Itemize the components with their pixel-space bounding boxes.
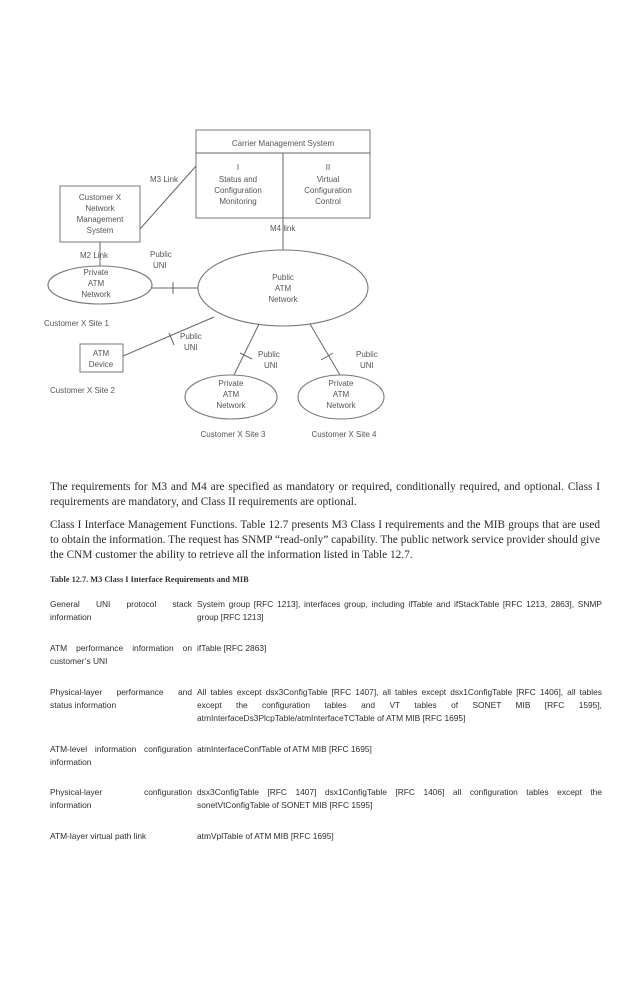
customer-site4-label: Customer X Site 4 xyxy=(311,430,377,439)
cms-ii-line: Virtual xyxy=(316,175,340,184)
requirement-cell: General UNI protocol stack information xyxy=(50,599,192,622)
cnms-line: System xyxy=(86,226,114,235)
mib-cell: atmVplTable of ATM MIB [RFC 1695] xyxy=(197,831,334,841)
atm-device-line: ATM xyxy=(92,349,110,358)
m2-link-label: M2 Link xyxy=(80,251,109,260)
private-atm-4-line: Private xyxy=(328,379,354,388)
private-atm-1-line: Private xyxy=(83,268,109,277)
private-atm-3-line: ATM xyxy=(222,390,240,399)
customer-site1-label: Customer X Site 1 xyxy=(44,319,109,328)
public-uni-2-line: UNI xyxy=(184,343,198,352)
public-uni-1-line: UNI xyxy=(153,261,167,270)
mib-cell: ifTable [RFC 2863] xyxy=(197,643,267,653)
mib-cell: atmInterfaceConfTable of ATM MIB [RFC 1695] xyxy=(197,744,372,754)
cms-ii-num: II xyxy=(325,163,331,172)
private-atm-1-line: ATM xyxy=(87,279,105,288)
atm-device-line: Device xyxy=(88,360,114,369)
mib-cell: All tables except dsx3ConfigTable [RFC 1407], all tables except dsx1ConfigTable [RFC 1406], all tables except the configuration tables and VT tables of SONET MIB [RFC 1595], atmInterfaceDs3PlcpTable/atmInterfaceTCTable of ATM MIB [RFC 1695] xyxy=(197,687,602,723)
m4-link-label: M4 link xyxy=(270,224,296,233)
private-atm-4-line: ATM xyxy=(332,390,350,399)
public-uni-2-line: Public xyxy=(180,332,202,341)
requirement-cell: ATM performance information on customer’s UNI xyxy=(50,643,192,666)
public-atm-line: Network xyxy=(268,295,298,304)
table-title: Table 12.7. M3 Class I Interface Requirements and MIB xyxy=(50,575,249,584)
requirement-cell: Physical-layer configuration information xyxy=(50,787,192,810)
cms-i-num: I xyxy=(236,163,240,172)
private-atm-3-line: Private xyxy=(218,379,244,388)
public-uni-4-line: Public xyxy=(356,350,378,359)
customer-site3-label: Customer X Site 3 xyxy=(200,430,266,439)
body-paragraph-2: Class I Interface Management Functions. Table 12.7 presents M3 Class I requirements and the MIB groups that are used to obtain the information. The request has SNMP “read-only” capability. The public network service provider should give the CNM customer the ability to retrieve all the information listed in Table 12.7. xyxy=(50,519,600,561)
customer-site2-label: Customer X Site 2 xyxy=(50,386,115,395)
public-atm-line: ATM xyxy=(274,284,292,293)
cms-ii-line: Control xyxy=(315,197,341,206)
cms-i-line: Configuration xyxy=(214,186,262,195)
cms-i-line: Status and xyxy=(218,175,258,184)
public-uni-3-line: UNI xyxy=(264,361,278,370)
mib-cell: System group [RFC 1213], interfaces group, including ifTable and ifStackTable [RFC 1213, 2863], SNMP group [RFC 1213] xyxy=(197,599,602,622)
private-atm-1-line: Network xyxy=(81,290,111,299)
cms-i-line: Monitoring xyxy=(219,197,257,206)
mib-cell: dsx3ConfigTable [RFC 1407] dsx1ConfigTable [RFC 1406] all configuration tables except the sonetVtConfigTable of SONET MIB [RFC 1595] xyxy=(197,787,602,810)
requirement-cell: ATM-layer virtual path link xyxy=(50,831,147,841)
public-atm-line: Public xyxy=(272,273,294,282)
public-uni-4-line: UNI xyxy=(360,361,374,370)
requirement-cell: Physical-layer performance and status information xyxy=(50,687,192,710)
public-uni-3-line: Public xyxy=(258,350,280,359)
body-paragraph-1: The requirements for M3 and M4 are specified as mandatory or required, conditionally required, and optional. Class I requirements are mandatory, and Class II requirements are optional. xyxy=(50,481,600,508)
cnms-line: Network xyxy=(85,204,115,213)
cnms-line: Management xyxy=(76,215,124,224)
carrier-title: Carrier Management System xyxy=(231,139,335,148)
public-uni-1-line: Public xyxy=(150,250,172,259)
uni-marker-site4 xyxy=(321,353,333,360)
uni-link-site3 xyxy=(234,324,259,375)
uni-link-site4 xyxy=(310,324,340,375)
cms-ii-line: Configuration xyxy=(304,186,352,195)
requirement-cell: ATM-level information configuration information xyxy=(50,744,192,767)
private-atm-3-line: Network xyxy=(216,401,246,410)
private-atm-4-line: Network xyxy=(326,401,356,410)
customer-nms-box xyxy=(60,186,140,242)
cnm-network-diagram xyxy=(0,120,638,450)
m3-link-label: M3 Link xyxy=(150,175,179,184)
carrier-management-system-box xyxy=(196,130,370,218)
cnms-line: Customer X xyxy=(78,193,122,202)
